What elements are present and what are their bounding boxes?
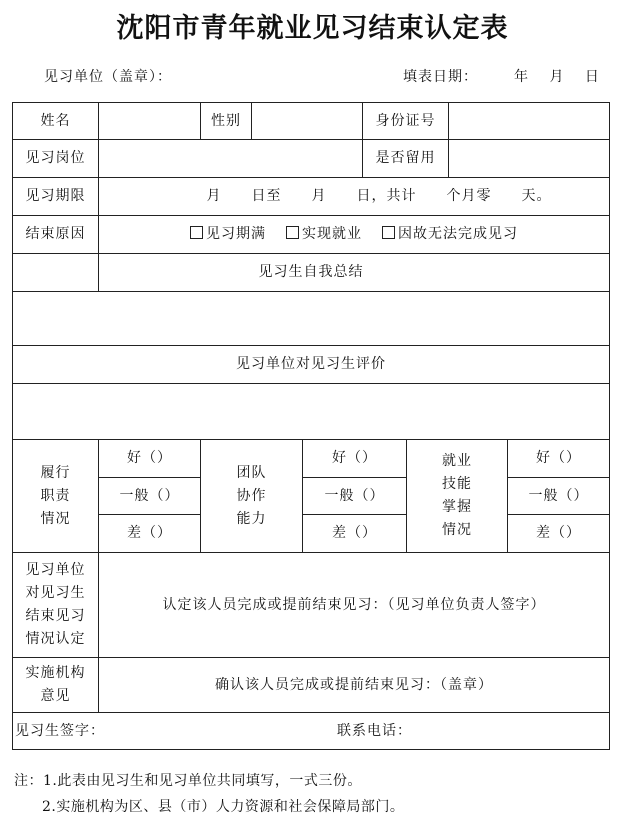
note-line-1: 注：1.此表由见习生和见习单位共同填写，一式三份。 xyxy=(14,773,362,789)
skills-average-option[interactable]: 一般（） xyxy=(528,487,589,504)
self-summary-label: 见习生自我总结 xyxy=(258,264,364,280)
post-label: 见习岗位 xyxy=(25,150,86,166)
reason-label: 结束原因 xyxy=(25,226,86,242)
duty-good-option[interactable]: 好（） xyxy=(127,450,172,466)
evaluation-label: 见习单位对见习生评价 xyxy=(236,356,386,372)
reason-option-employed[interactable]: 实现就业 xyxy=(286,223,362,246)
teamwork-average-option[interactable]: 一般（） xyxy=(324,487,385,504)
duty-performance-label: 履行 职责 情况 xyxy=(40,464,71,527)
retain-label: 是否留用 xyxy=(375,150,436,166)
trainee-signature-label: 见习生签字： xyxy=(15,722,105,739)
period-label: 见习期限 xyxy=(25,188,86,204)
name-label: 姓名 xyxy=(40,112,71,129)
fill-date-label: 填表日期： xyxy=(403,69,478,85)
unit-confirm-label: 见习单位 对见习生 结束见习 情况认定 xyxy=(25,562,86,647)
reason-options xyxy=(99,216,609,253)
id-number-label: 身份证号 xyxy=(375,112,436,129)
unit-stamp-label: 见习单位（盖章）： xyxy=(44,69,172,85)
name-field[interactable] xyxy=(99,103,200,139)
fill-date-fields[interactable]: 年 月 日 xyxy=(514,69,600,85)
skills-label: 就业 技能 掌握 情况 xyxy=(442,453,472,538)
skills-good-option[interactable]: 好（） xyxy=(536,450,581,466)
teamwork-good-option[interactable]: 好（） xyxy=(332,450,377,466)
retain-field[interactable] xyxy=(449,140,609,177)
duty-poor-option[interactable]: 差（） xyxy=(127,525,172,541)
agency-opinion-label: 实施机构 意见 xyxy=(25,665,86,704)
checkbox-icon[interactable] xyxy=(382,226,395,239)
reason-option-unable[interactable]: 因故无法完成见习 xyxy=(382,223,518,246)
agency-opinion-text[interactable]: 确认该人员完成或提前结束见习：（盖章） xyxy=(215,676,493,693)
unit-confirm-text[interactable]: 认定该人员完成或提前结束见习：（见习单位负责人签字） xyxy=(162,596,546,613)
skills-poor-option[interactable]: 差（） xyxy=(536,525,581,541)
evaluation-field[interactable] xyxy=(13,384,609,439)
checkbox-icon[interactable] xyxy=(190,226,203,239)
teamwork-poor-option[interactable]: 差（） xyxy=(332,525,377,541)
gender-field[interactable] xyxy=(252,103,362,139)
self-summary-field[interactable] xyxy=(13,292,609,345)
checkbox-icon[interactable] xyxy=(286,226,299,239)
teamwork-label: 团队 协作 能力 xyxy=(236,464,267,527)
note-line-2: 2.实施机构为区、县（市）人力资源和社会保障局部门。 xyxy=(42,799,405,815)
id-number-field[interactable] xyxy=(449,103,609,139)
duty-average-option[interactable]: 一般（） xyxy=(119,487,180,504)
reason-option-expired[interactable]: 见习期满 xyxy=(190,223,266,246)
period-text[interactable]: 月 日至 月 日，共计 个月零 天。 xyxy=(206,188,552,204)
gender-label: 性别 xyxy=(211,112,241,129)
form-table xyxy=(12,102,610,750)
contact-phone-label: 联系电话： xyxy=(337,722,412,739)
post-field[interactable] xyxy=(99,140,362,177)
form-title: 沈阳市青年就业见习结束认定表 xyxy=(116,13,509,44)
